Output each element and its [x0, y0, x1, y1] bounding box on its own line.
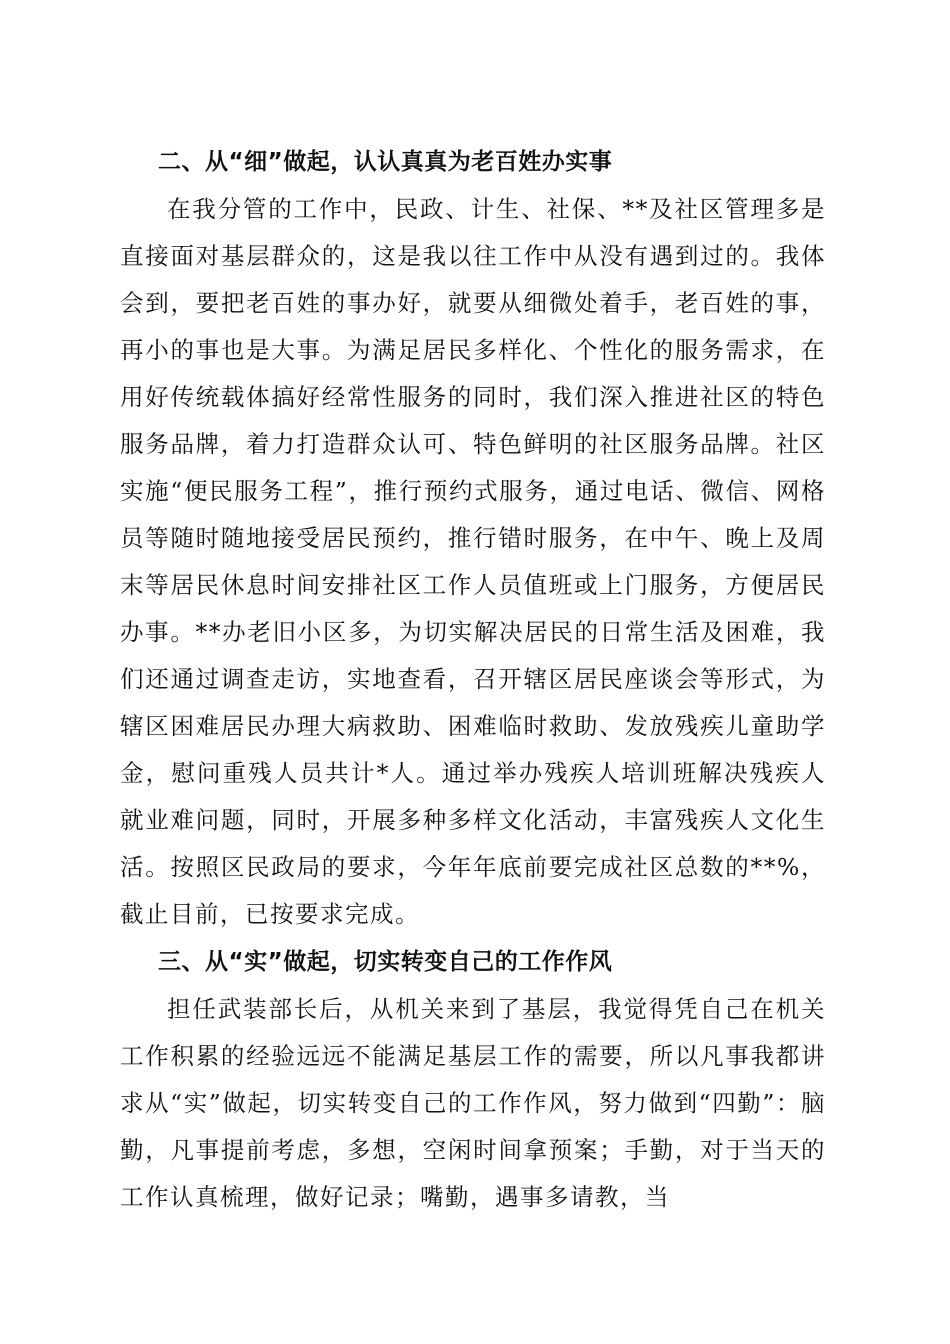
section-paragraph-2: 在我分管的工作中，民政、计生、社保、**及社区管理多是直接面对基层群众的，这是我以往工作中从没有遇到过的。我体会到，要把老百姓的事办好，就要从细微处着手，老百姓的事，再小的事也是大事。为满足居民多样化、个性化的服务需求，在用好传统载体搞好经常性服务的同时，我们深入推进社区的特色服务品牌，着力打造群众认可、特色鲜明的社区服务品牌。社区实施“便民服务工程”，推行预约式服务，通过电话、微信、网格员等随时随地接受居民预约，推行错时服务，在中午、晚上及周末等居民休息时间安排社区工作人员值班或上门服务，方便居民办事。**办老旧小区多，为切实解决居民的日常生活及困难，我们还通过调查走访，实地查看，召开辖区居民座谈会等形式，为辖区困难居民办理大病救助、困难临时救助、发放残疾儿童助学金，慰问重残人员共计*人。通过举办残疾人培训班解决残疾人就业难问题，同时，开展多种多样文化活动，丰富残疾人文化生活。按照区民政局的要求，今年年底前要完成社区总数的**%，截止目前，已按要求完成。 — [120, 195, 826, 928]
section-heading-3: 三、从“实”做起，切实转变自己的工作作风 — [158, 949, 613, 975]
section-paragraph-3: 担任武装部长后，从机关来到了基层，我觉得凭自己在机关工作积累的经验远远不能满足基层工作的需要，所以凡事我都讲求从“实”做起，切实转变自己的工作作风，努力做到“四勤”：脑勤，凡事提前考虑，多想，空闲时间拿预案；手勤，对于当天的工作认真梳理，做好记录；嘴勤，遇事多请教，当 — [120, 995, 826, 1211]
document-body — [120, 138, 826, 1221]
section-heading-2: 二、从“细”做起，认认真真为老百姓办实事 — [158, 149, 613, 175]
